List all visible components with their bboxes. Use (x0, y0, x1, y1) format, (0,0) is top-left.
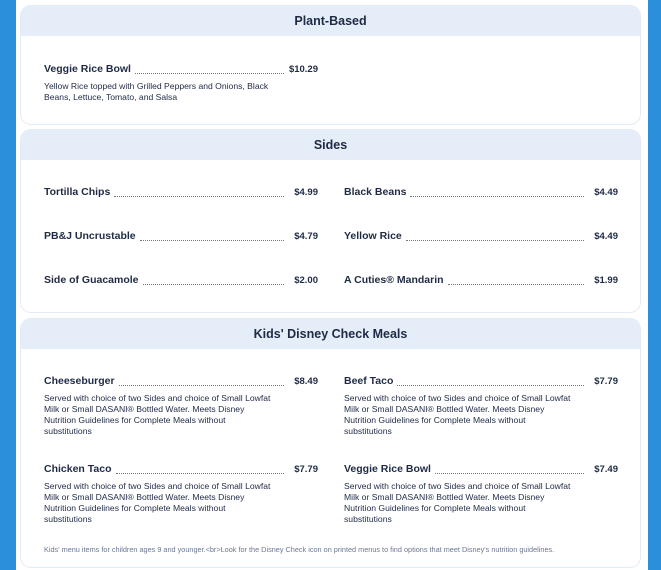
menu-item[interactable] (344, 463, 618, 525)
dot-leader (397, 379, 584, 386)
menu-item[interactable] (44, 186, 318, 200)
dot-leader (140, 234, 284, 241)
menu-item-price: $4.49 (594, 187, 618, 198)
menu-item-price: $7.49 (594, 464, 618, 475)
menu-item-description: Served with choice of two Sides and choice of Small Lowfat Milk or Small DASANI® Bottled Water. Meets Disney Nutrition Guidelines for Complete Meals without substitutions (344, 481, 571, 524)
menu-item-name: A Cuties® Mandarin (344, 274, 444, 286)
menu-item-price: $4.79 (294, 231, 318, 242)
menu-item[interactable] (44, 463, 318, 525)
menu-item-name: Black Beans (344, 186, 407, 198)
menu-item-price: $4.99 (294, 187, 318, 198)
menu-item-price: $10.29 (288, 64, 318, 75)
menu-item-name: Cheeseburger (44, 375, 115, 387)
dot-leader (448, 278, 584, 285)
section-title-plant-based: Plant-Based (294, 14, 367, 28)
menu-item-price: $7.79 (594, 376, 618, 387)
menu-item[interactable] (44, 63, 318, 103)
dot-leader (114, 190, 284, 197)
dot-leader (410, 190, 584, 197)
menu-item-description: Served with choice of two Sides and choice of Small Lowfat Milk or Small DASANI® Bottled Water. Meets Disney Nutrition Guidelines for Complete Meals without substitutions (344, 393, 571, 436)
menu-item-price: $1.99 (594, 275, 618, 286)
menu-item[interactable] (344, 274, 618, 288)
menu-item-name: PB&J Uncrustable (44, 230, 136, 242)
dot-leader (435, 467, 584, 474)
menu-item[interactable] (44, 274, 318, 288)
menu-item-price: $2.00 (294, 275, 318, 286)
menu-page (16, 0, 648, 570)
section-header-sides (21, 130, 640, 160)
menu-item-name: Veggie Rice Bowl (44, 63, 131, 75)
menu-item-price: $8.49 (294, 376, 318, 387)
menu-item[interactable] (344, 230, 618, 244)
dot-leader (116, 467, 285, 474)
section-title-kids: Kids' Disney Check Meals (253, 327, 408, 341)
section-header-plant-based (21, 6, 640, 36)
menu-item[interactable] (44, 375, 318, 437)
dot-leader (135, 67, 284, 74)
kids-footnote: Kids' menu items for children ages 9 and younger.<br>Look for the Disney Check icon on printed menus to find options that meet Disney's nutrition guidelines. (44, 545, 555, 554)
menu-item-description: Yellow Rice topped with Grilled Peppers and Onions, Black Beans, Lettuce, Tomato, and Salsa (44, 81, 269, 102)
menu-item-price: $4.49 (594, 231, 618, 242)
menu-item[interactable] (44, 230, 318, 244)
menu-item-description: Served with choice of two Sides and choice of Small Lowfat Milk or Small DASANI® Bottled Water. Meets Disney Nutrition Guidelines for Complete Meals without substitutions (44, 481, 271, 524)
menu-item-description: Served with choice of two Sides and choice of Small Lowfat Milk or Small DASANI® Bottled Water. Meets Disney Nutrition Guidelines for Complete Meals without substitutions (44, 393, 271, 436)
menu-item-name: Beef Taco (344, 375, 394, 387)
section-title-sides: Sides (313, 138, 348, 152)
menu-item[interactable] (344, 375, 618, 437)
menu-item-name: Veggie Rice Bowl (344, 463, 431, 475)
dot-leader (406, 234, 584, 241)
menu-item-name: Chicken Taco (44, 463, 112, 475)
menu-item-name: Side of Guacamole (44, 274, 139, 286)
menu-item-price: $7.79 (294, 464, 318, 475)
dot-leader (143, 278, 284, 285)
dot-leader (119, 379, 284, 386)
menu-item-name: Yellow Rice (344, 230, 402, 242)
menu-item-name: Tortilla Chips (44, 186, 111, 198)
section-header-kids (21, 319, 640, 349)
menu-item[interactable] (344, 186, 618, 200)
kids-card (21, 319, 640, 567)
